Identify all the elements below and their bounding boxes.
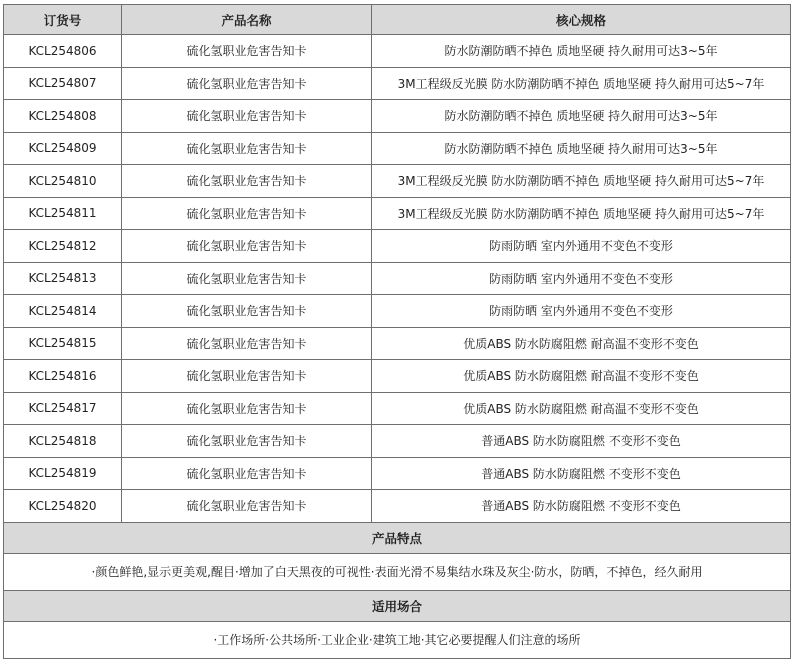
table-row	[4, 67, 791, 100]
table-row	[4, 35, 791, 68]
core-spec-cell: 防雨防晒 室内外通用不变色不变形	[372, 230, 791, 263]
table-row	[4, 295, 791, 328]
table-row	[4, 197, 791, 230]
table-row	[4, 360, 791, 393]
product-name-cell: 硫化氢职业危害告知卡	[122, 230, 372, 263]
table-row	[4, 490, 791, 523]
order-number-cell: KCL254811	[4, 197, 122, 230]
table-row	[4, 262, 791, 295]
product-name-cell: 硫化氢职业危害告知卡	[122, 295, 372, 328]
product-name-cell: 硫化氢职业危害告知卡	[122, 67, 372, 100]
product-name-cell: 硫化氢职业危害告知卡	[122, 457, 372, 490]
table-row	[4, 327, 791, 360]
order-number-cell: KCL254815	[4, 327, 122, 360]
product-name-cell: 硫化氢职业危害告知卡	[122, 197, 372, 230]
order-number-cell: KCL254809	[4, 132, 122, 165]
core-spec-cell: 防雨防晒 室内外通用不变色不变形	[372, 262, 791, 295]
product-table	[3, 4, 791, 659]
product-name-cell: 硫化氢职业危害告知卡	[122, 165, 372, 198]
header-product-name: 产品名称	[122, 5, 372, 35]
features-text: ·颜色鲜艳,显示更美观,醒目·增加了白天黑夜的可视性·表面光滑不易集结水珠及灰尘·防水，防晒，不掉色，经久耐用	[4, 553, 791, 590]
table-row	[4, 165, 791, 198]
product-spec-sheet	[3, 4, 790, 659]
product-name-cell: 硫化氢职业危害告知卡	[122, 327, 372, 360]
features-title: 产品特点	[4, 522, 791, 553]
table-row	[4, 425, 791, 458]
product-name-cell: 硫化氢职业危害告知卡	[122, 392, 372, 425]
product-name-cell: 硫化氢职业危害告知卡	[122, 100, 372, 133]
table-body	[4, 35, 791, 523]
features-header-row	[4, 522, 791, 553]
order-number-cell: KCL254813	[4, 262, 122, 295]
core-spec-cell: 普通ABS 防水防腐阻燃 不变形不变色	[372, 457, 791, 490]
table-row	[4, 230, 791, 263]
usage-body-row	[4, 621, 791, 658]
core-spec-cell: 3M工程级反光膜 防水防潮防晒不掉色 质地坚硬 持久耐用可达5~7年	[372, 197, 791, 230]
core-spec-cell: 防水防潮防晒不掉色 质地坚硬 持久耐用可达3~5年	[372, 35, 791, 68]
order-number-cell: KCL254818	[4, 425, 122, 458]
usage-header-row	[4, 590, 791, 621]
order-number-cell: KCL254812	[4, 230, 122, 263]
order-number-cell: KCL254814	[4, 295, 122, 328]
core-spec-cell: 防水防潮防晒不掉色 质地坚硬 持久耐用可达3~5年	[372, 100, 791, 133]
table-row	[4, 132, 791, 165]
order-number-cell: KCL254820	[4, 490, 122, 523]
features-body-row	[4, 553, 791, 590]
order-number-cell: KCL254808	[4, 100, 122, 133]
table-row	[4, 392, 791, 425]
table-header-row	[4, 5, 791, 35]
order-number-cell: KCL254806	[4, 35, 122, 68]
usage-text: ·工作场所·公共场所·工业企业·建筑工地·其它必要提醒人们注意的场所	[4, 621, 791, 658]
product-name-cell: 硫化氢职业危害告知卡	[122, 360, 372, 393]
header-order-number: 订货号	[4, 5, 122, 35]
core-spec-cell: 优质ABS 防水防腐阻燃 耐高温不变形不变色	[372, 327, 791, 360]
order-number-cell: KCL254810	[4, 165, 122, 198]
core-spec-cell: 普通ABS 防水防腐阻燃 不变形不变色	[372, 425, 791, 458]
order-number-cell: KCL254807	[4, 67, 122, 100]
core-spec-cell: 普通ABS 防水防腐阻燃 不变形不变色	[372, 490, 791, 523]
product-name-cell: 硫化氢职业危害告知卡	[122, 262, 372, 295]
product-name-cell: 硫化氢职业危害告知卡	[122, 35, 372, 68]
product-name-cell: 硫化氢职业危害告知卡	[122, 490, 372, 523]
core-spec-cell: 防雨防晒 室内外通用不变色不变形	[372, 295, 791, 328]
core-spec-cell: 优质ABS 防水防腐阻燃 耐高温不变形不变色	[372, 360, 791, 393]
order-number-cell: KCL254816	[4, 360, 122, 393]
core-spec-cell: 优质ABS 防水防腐阻燃 耐高温不变形不变色	[372, 392, 791, 425]
table-row	[4, 457, 791, 490]
core-spec-cell: 3M工程级反光膜 防水防潮防晒不掉色 质地坚硬 持久耐用可达5~7年	[372, 67, 791, 100]
header-core-spec: 核心规格	[372, 5, 791, 35]
core-spec-cell: 防水防潮防晒不掉色 质地坚硬 持久耐用可达3~5年	[372, 132, 791, 165]
product-name-cell: 硫化氢职业危害告知卡	[122, 132, 372, 165]
core-spec-cell: 3M工程级反光膜 防水防潮防晒不掉色 质地坚硬 持久耐用可达5~7年	[372, 165, 791, 198]
table-row	[4, 100, 791, 133]
order-number-cell: KCL254819	[4, 457, 122, 490]
product-name-cell: 硫化氢职业危害告知卡	[122, 425, 372, 458]
order-number-cell: KCL254817	[4, 392, 122, 425]
usage-title: 适用场合	[4, 590, 791, 621]
